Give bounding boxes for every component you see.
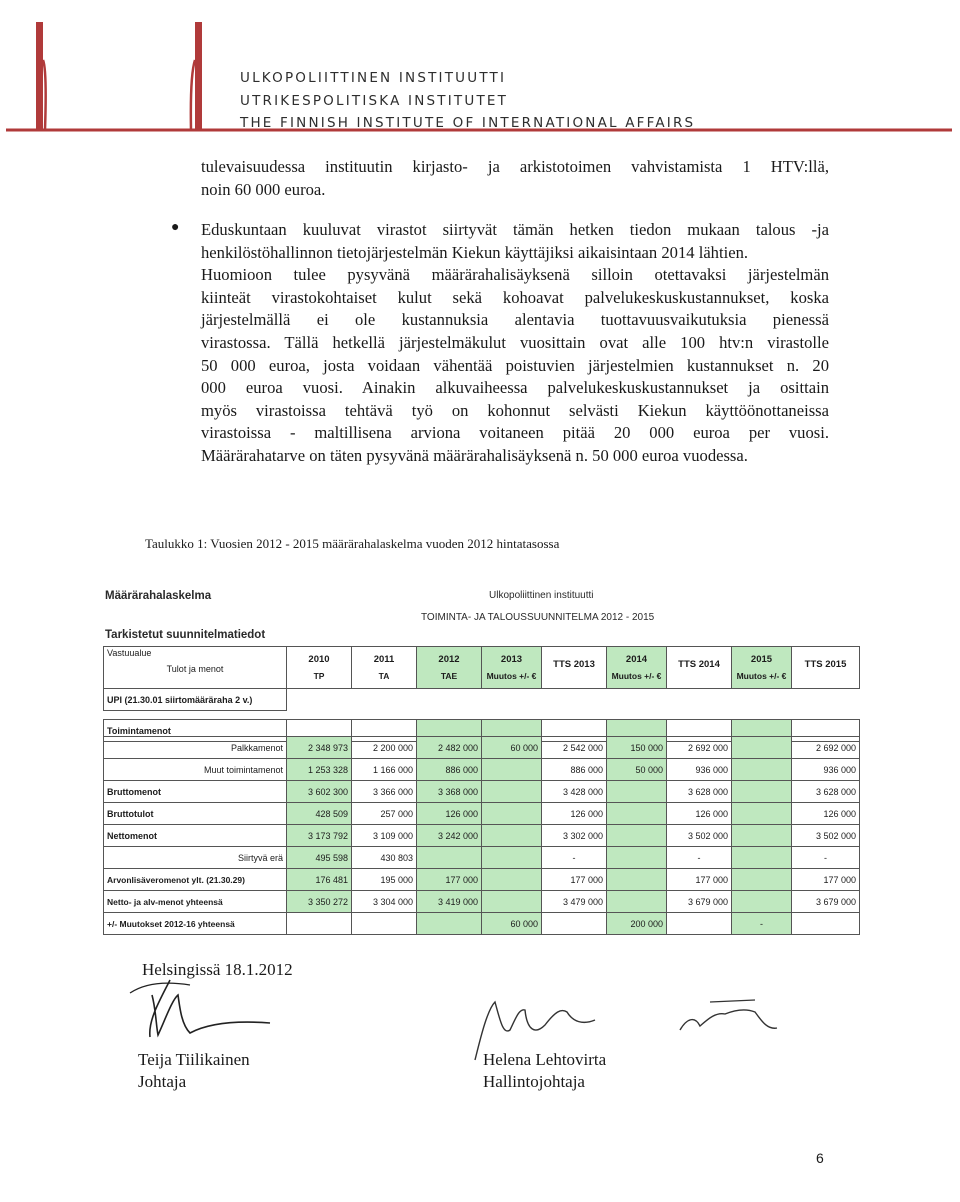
table-cell xyxy=(732,891,792,913)
table-row xyxy=(104,869,860,891)
table-cell: 2 482 000 xyxy=(417,737,482,759)
table-cell: 3 368 000 xyxy=(417,781,482,803)
table-cell: 3 479 000 xyxy=(542,891,607,913)
table-cell xyxy=(482,759,542,781)
text-line: kiinteät virastokohtaiset kulut sekä kohoavat palvelukeskuskustannukset, koska xyxy=(201,287,829,307)
table-row xyxy=(104,759,860,781)
table-cell: - xyxy=(792,847,860,869)
text-line: virastoissa - maltillisena arviona voitaneen pitää 20 000 euroa per vuosi. xyxy=(201,423,829,443)
director-title: Johtaja xyxy=(138,1072,187,1091)
table-cell: 3 502 000 xyxy=(792,825,860,847)
sheet-title: Määrärahalaskelma xyxy=(105,590,212,602)
table-cell: 2 348 973 xyxy=(287,737,352,759)
table-cell: 177 000 xyxy=(792,869,860,891)
table-cell: 3 366 000 xyxy=(352,781,417,803)
paragraph-library xyxy=(201,156,829,201)
table-cell xyxy=(607,781,667,803)
table-cell: 3 628 000 xyxy=(792,781,860,803)
table-cell xyxy=(732,825,792,847)
table-cell xyxy=(607,803,667,825)
spacer-row xyxy=(104,711,860,720)
table-cell: 495 598 xyxy=(287,847,352,869)
director-name: Teija Tiilikainen xyxy=(138,1050,250,1069)
table-cell: 886 000 xyxy=(542,759,607,781)
table-cell: 60 000 xyxy=(482,913,542,935)
column-header: TTS 2015 xyxy=(792,647,860,689)
header-label-cell xyxy=(104,647,287,689)
table-cell xyxy=(607,825,667,847)
table-cell: - xyxy=(542,847,607,869)
table-cell xyxy=(732,847,792,869)
table-cell: 60 000 xyxy=(482,737,542,759)
table-cell: 3 419 000 xyxy=(417,891,482,913)
table-cell xyxy=(542,913,607,935)
column-header: 2010 TP xyxy=(287,647,352,689)
row-label: Muut toimintamenot xyxy=(104,759,287,781)
institute-name-sv: UTRIKESPOLITISKA INSTITUTET xyxy=(240,93,509,109)
table-cell: 2 542 000 xyxy=(542,737,607,759)
table-cell: - xyxy=(667,847,732,869)
column-header: TTS 2013 xyxy=(542,647,607,689)
text-line: Määrärahatarve on täten pysyvänä määrärahalisäyksenä n. 50 000 euroa vuodessa. xyxy=(201,445,748,465)
toimintamenot-label: Toimintamenot xyxy=(104,720,287,742)
admin-director-title: Hallintojohtaja xyxy=(483,1072,585,1091)
upi-row xyxy=(104,689,860,711)
table-cell xyxy=(792,913,860,935)
table-row xyxy=(104,825,860,847)
institute-name-en: THE FINNISH INSTITUTE OF INTERNATIONAL AFFAIRS xyxy=(240,115,696,131)
row-label: Palkkamenot xyxy=(104,737,287,759)
table-cell: 886 000 xyxy=(417,759,482,781)
row-label: +/- Muutokset 2012-16 yhteensä xyxy=(104,913,287,935)
column-header: 2012 TAE xyxy=(417,647,482,689)
budget-table xyxy=(103,646,860,742)
table-cell: 3 302 000 xyxy=(542,825,607,847)
row-label: Nettomenot xyxy=(104,825,287,847)
table-cell xyxy=(607,847,667,869)
institute-name-fi: ULKOPOLIITTINEN INSTITUUTTI xyxy=(240,70,507,86)
table-cell: 177 000 xyxy=(667,869,732,891)
table-cell xyxy=(482,891,542,913)
table-cell: - xyxy=(732,913,792,935)
table-cell xyxy=(732,869,792,891)
table-cell: 3 679 000 xyxy=(667,891,732,913)
table-cell: 3 502 000 xyxy=(667,825,732,847)
sheet-subtitle: Tarkistetut suunnitelmatiedot xyxy=(105,629,266,641)
table-cell: 430 803 xyxy=(352,847,417,869)
table-row xyxy=(104,913,860,935)
text-line: 000 euroa vuosi. Ainakin alkuvaiheessa palvelukeskuskustannukset ja osittain xyxy=(201,378,829,398)
row-label: Netto- ja alv-menot yhteensä xyxy=(104,891,287,913)
table-header-row xyxy=(104,647,860,689)
table-cell xyxy=(417,913,482,935)
text-line: noin 60 000 euroa. xyxy=(201,179,326,199)
table-cell: 3 428 000 xyxy=(542,781,607,803)
sheet-org: Ulkopoliittinen instituutti xyxy=(489,590,594,601)
table-cell xyxy=(732,759,792,781)
table-cell: 2 692 000 xyxy=(792,737,860,759)
table-cell xyxy=(482,825,542,847)
table-cell: 428 509 xyxy=(287,803,352,825)
table-cell xyxy=(667,913,732,935)
table-cell: 936 000 xyxy=(792,759,860,781)
table-cell: 3 109 000 xyxy=(352,825,417,847)
row-label: Siirtyvä erä xyxy=(104,847,287,869)
table-cell: 176 481 xyxy=(287,869,352,891)
table-cell: 195 000 xyxy=(352,869,417,891)
upi-label: UPI (21.30.01 siirtomääräraha 2 v.) xyxy=(104,689,287,711)
text-line: virastossa. Tällä hetkellä järjestelmäkulut vuosittain ovat alle 100 htv:n virastolle xyxy=(201,332,829,352)
table-cell: 3 304 000 xyxy=(352,891,417,913)
table-cell xyxy=(732,803,792,825)
table-cell: 257 000 xyxy=(352,803,417,825)
signature-director xyxy=(120,975,300,1045)
table-cell: 3 173 792 xyxy=(287,825,352,847)
table-cell: 3 350 272 xyxy=(287,891,352,913)
table-cell: 126 000 xyxy=(667,803,732,825)
table-cell xyxy=(482,803,542,825)
table-row xyxy=(104,847,860,869)
table-cell: 150 000 xyxy=(607,737,667,759)
table-cell: 200 000 xyxy=(607,913,667,935)
table-cell xyxy=(287,913,352,935)
column-header: 2014 Muutos +/- € xyxy=(607,647,667,689)
admin-director-name: Helena Lehtovirta xyxy=(483,1050,607,1069)
table-cell xyxy=(352,913,417,935)
table-cell: 126 000 xyxy=(417,803,482,825)
page-number: 6 xyxy=(816,1150,824,1166)
table-caption: Taulukko 1: Vuosien 2012 - 2015 määrärahalaskelma vuoden 2012 hintatasossa xyxy=(145,536,560,551)
table-cell: 3 628 000 xyxy=(667,781,732,803)
place-date: Helsingissä 18.1.2012 xyxy=(142,960,293,979)
table-cell xyxy=(732,781,792,803)
text-line: 50 000 euroa, josta voidaan vähentää poistuvien järjestelmien kustannukset n. 20 xyxy=(201,355,829,375)
vastuualue-label: Vastuualue xyxy=(107,648,152,658)
table-cell xyxy=(482,847,542,869)
bullet-icon: ● xyxy=(171,220,180,235)
column-header: 2015 Muutos +/- € xyxy=(732,647,792,689)
text-line: tulevaisuudessa instituutin kirjasto- ja arkistotoimen vahvistamista 1 HTV:llä, xyxy=(201,157,829,176)
table-cell xyxy=(607,891,667,913)
table-row xyxy=(104,803,860,825)
table-cell xyxy=(732,737,792,759)
table-cell xyxy=(482,869,542,891)
row-label: Bruttomenot xyxy=(104,781,287,803)
table-cell xyxy=(607,869,667,891)
text-line: Huomioon tulee pysyvänä määrärahalisäyksenä silloin otettavaksi järjestelmän xyxy=(201,265,829,285)
table-cell: 3 679 000 xyxy=(792,891,860,913)
table-row xyxy=(104,781,860,803)
text-line: Eduskuntaan kuuluvat virastot siirtyvät tämän hetken tiedon mukaan talous -ja xyxy=(201,220,829,239)
table-cell: 936 000 xyxy=(667,759,732,781)
row-label: Arvonlisäveromenot ylt. (21.30.29) xyxy=(104,869,287,891)
column-header: 2011 TA xyxy=(352,647,417,689)
table-cell xyxy=(417,847,482,869)
table-cell: 126 000 xyxy=(542,803,607,825)
text-line: myös virastoissa tehtävä työ on kohonnut selvästi Kiekun käyttöönottaneissa xyxy=(201,400,829,420)
table-cell: 2 200 000 xyxy=(352,737,417,759)
paragraph-kieku xyxy=(201,219,829,468)
table-cell: 1 166 000 xyxy=(352,759,417,781)
tulot-menot-label: Tulot ja menot xyxy=(166,664,224,674)
table-cell: 50 000 xyxy=(607,759,667,781)
row-label: Bruttotulot xyxy=(104,803,287,825)
table-cell xyxy=(482,781,542,803)
table-cell: 177 000 xyxy=(417,869,482,891)
table-cell: 126 000 xyxy=(792,803,860,825)
sheet-plan-title: TOIMINTA- JA TALOUSSUUNNITELMA 2012 - 2015 xyxy=(421,612,655,623)
table-cell: 2 692 000 xyxy=(667,737,732,759)
text-line: järjestelmällä ei ole kustannuksia alentavia tuottavuusvaikutuksia pienessä xyxy=(201,310,829,330)
table-cell: 1 253 328 xyxy=(287,759,352,781)
table-row xyxy=(104,891,860,913)
table-row xyxy=(104,737,860,759)
table-cell: 177 000 xyxy=(542,869,607,891)
table-cell: 3 602 300 xyxy=(287,781,352,803)
column-header: 2013 Muutos +/- € xyxy=(482,647,542,689)
column-header: TTS 2014 xyxy=(667,647,732,689)
table-cell: 3 242 000 xyxy=(417,825,482,847)
budget-data-table xyxy=(103,736,860,935)
text-line: henkilöstöhallinnon tietojärjestelmän Kiekun käyttäjiksi aikaisintaan 2014 lähtien. xyxy=(201,242,749,262)
